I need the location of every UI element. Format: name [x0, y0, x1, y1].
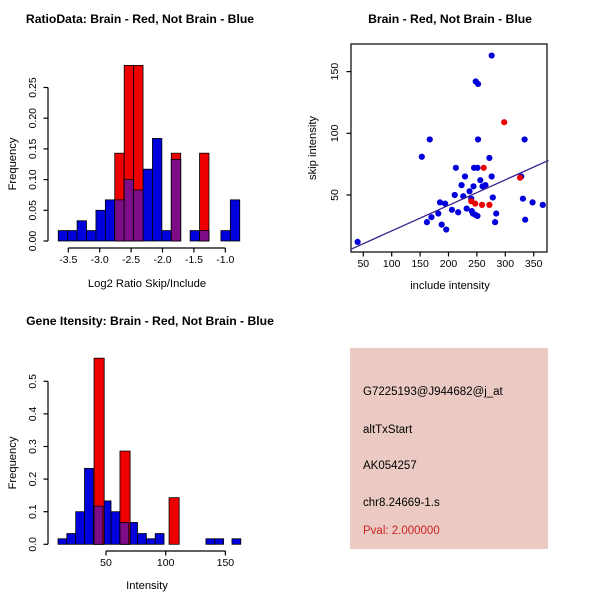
- histogram-bar-blue: [96, 210, 105, 241]
- histogram-bar-overlap: [115, 200, 124, 241]
- pval-text: Pval: 2.000000: [363, 525, 440, 537]
- scatter-point-blue: [466, 188, 472, 194]
- histogram-bar-blue: [232, 539, 241, 545]
- scatter-point-blue: [453, 165, 459, 171]
- x-tick-label: 50: [357, 258, 370, 270]
- y-tick-label: 0.0: [27, 536, 39, 552]
- x-tick-label: 150: [216, 557, 235, 569]
- y-tick-label: 0.25: [27, 77, 39, 98]
- histogram-bar-blue: [105, 200, 114, 241]
- gene-intensity-histogram-panel: [0, 300, 300, 600]
- event-type-text: altTxStart: [363, 424, 413, 436]
- gene-info-box: [350, 348, 548, 549]
- scatter-point-red: [517, 175, 523, 181]
- y-tick-label: 0.5: [27, 373, 39, 389]
- x-tick-label: -1.5: [184, 254, 203, 266]
- intensity-scatter-chart: [300, 0, 600, 300]
- histogram-bar-blue: [68, 231, 77, 241]
- histogram-bar-blue: [146, 539, 155, 545]
- scatter-point-blue: [474, 165, 480, 171]
- y-tick-label: 0.20: [27, 107, 39, 129]
- histogram-bar-blue: [230, 200, 239, 241]
- x-tick-label: -3.0: [90, 254, 109, 266]
- scatter-point-blue: [439, 222, 445, 228]
- y-tick-label: 0.10: [27, 169, 39, 190]
- histogram-bar-blue: [58, 539, 67, 545]
- histogram-bar-red: [200, 153, 209, 241]
- x-axis-title: include intensity: [410, 280, 490, 292]
- y-axis-title: Frequency: [7, 436, 19, 490]
- scatter-point-blue: [419, 154, 425, 160]
- x-tick-label: 50: [100, 557, 112, 569]
- histogram-bar-blue: [162, 231, 171, 241]
- histogram-bar-blue: [206, 539, 215, 545]
- histogram-bar-blue: [77, 221, 86, 241]
- histogram-bar-blue: [111, 512, 120, 545]
- scatter-point-blue: [443, 226, 449, 232]
- x-axis-title: Log2 Ratio Skip/Include: [87, 278, 207, 290]
- scatter-point-red: [479, 202, 485, 208]
- y-tick-label: 0.00: [27, 230, 39, 252]
- scatter-point-blue: [492, 219, 498, 225]
- histogram-bar-overlap: [171, 159, 180, 241]
- x-tick-label: -2.0: [153, 254, 172, 266]
- histogram-bar-blue: [67, 534, 76, 545]
- histogram-bar-overlap: [134, 190, 143, 241]
- regression-line: [351, 160, 549, 249]
- x-tick-label: 200: [439, 258, 458, 270]
- y-tick-label: 0.15: [27, 138, 39, 160]
- scatter-point-blue: [522, 136, 528, 142]
- scatter-point-blue: [474, 213, 480, 219]
- x-tick-label: -3.5: [59, 254, 78, 266]
- scatter-point-blue: [462, 173, 468, 179]
- scatter-point-red: [486, 202, 492, 208]
- gene-intensity-histogram-chart: [0, 300, 300, 600]
- scatter-point-blue: [486, 155, 492, 161]
- scatter-point-blue: [489, 173, 495, 179]
- scatter-point-blue: [477, 177, 483, 183]
- x-tick-label: 100: [382, 258, 401, 270]
- scatter-point-blue: [458, 182, 464, 188]
- plot-box: [351, 44, 547, 252]
- scatter-point-blue: [489, 52, 495, 58]
- x-tick-label: -2.5: [122, 254, 141, 266]
- histogram-bar-blue: [155, 534, 164, 545]
- scatter-point-blue: [452, 192, 458, 198]
- scatter-point-blue: [428, 214, 434, 220]
- histogram-bar-overlap: [200, 231, 209, 241]
- y-axis-title: Frequency: [7, 137, 19, 191]
- histogram-bar-blue: [221, 231, 230, 241]
- x-axis-title: Intensity: [126, 580, 168, 592]
- intensity-scatter-panel: [300, 0, 600, 300]
- scatter-point-red: [481, 165, 487, 171]
- y-tick-label: 0.3: [27, 439, 39, 454]
- y-tick-label: 150: [329, 62, 341, 81]
- chart-title: Brain - Red, Not Brain - Blue: [368, 12, 532, 26]
- scatter-point-blue: [522, 217, 528, 223]
- scatter-point-blue: [355, 239, 361, 245]
- gene-info-panel: [300, 300, 600, 600]
- scatter-point-blue: [540, 202, 546, 208]
- scatter-point-blue: [455, 209, 461, 215]
- histogram-bar-blue: [138, 534, 147, 545]
- y-tick-label: 0.05: [27, 200, 39, 221]
- x-tick-label: 250: [468, 258, 486, 270]
- ratio-histogram-chart: [0, 0, 300, 300]
- scatter-point-blue: [520, 196, 526, 202]
- scatter-point-red: [501, 119, 507, 125]
- scatter-point-blue: [493, 210, 499, 216]
- scatter-point-blue: [475, 81, 481, 87]
- scatter-point-blue: [427, 136, 433, 142]
- accession-text: AK054257: [363, 460, 417, 472]
- scatter-point-blue: [424, 219, 430, 225]
- histogram-bar-blue: [58, 231, 67, 241]
- y-tick-label: 0.1: [27, 504, 39, 520]
- chart-title: Gene Itensity: Brain - Red, Not Brain - Blue: [26, 314, 274, 328]
- y-tick-label: 50: [329, 189, 341, 201]
- histogram-bar-overlap: [124, 180, 133, 241]
- histogram-bar-blue: [85, 468, 94, 544]
- histogram-bar-blue: [215, 539, 224, 545]
- scatter-point-blue: [475, 136, 481, 142]
- y-axis-title: skip intensity: [307, 115, 319, 181]
- x-tick-label: -1.0: [216, 254, 235, 266]
- histogram-bar-overlap: [94, 506, 103, 544]
- scatter-point-red: [472, 201, 478, 207]
- x-tick-label: 350: [524, 258, 543, 270]
- scatter-point-blue: [529, 199, 535, 205]
- y-tick-label: 0.4: [27, 406, 39, 422]
- histogram-bar-blue: [87, 231, 96, 241]
- histogram-bar-blue: [152, 138, 161, 241]
- histogram-bar-blue: [190, 231, 199, 241]
- x-tick-label: 100: [156, 557, 175, 569]
- histogram-bar-red: [169, 498, 179, 545]
- x-tick-label: 150: [411, 258, 429, 270]
- scatter-point-blue: [470, 183, 476, 189]
- probe-id-text: G7225193@J944682@j_at: [363, 386, 503, 398]
- scatter-point-blue: [490, 194, 496, 200]
- chart-title: RatioData: Brain - Red, Not Brain - Blue: [25, 12, 255, 26]
- y-tick-label: 0.2: [27, 471, 39, 487]
- scatter-point-blue: [449, 207, 455, 213]
- histogram-bar-blue: [76, 512, 85, 545]
- ratio-histogram-panel: [0, 0, 300, 300]
- histogram-bar-overlap: [120, 522, 129, 544]
- x-tick-label: 300: [496, 258, 515, 270]
- y-tick-label: 100: [329, 124, 341, 143]
- histogram-bar-blue: [143, 169, 152, 241]
- locus-text: chr8.24669-1.s: [363, 497, 440, 509]
